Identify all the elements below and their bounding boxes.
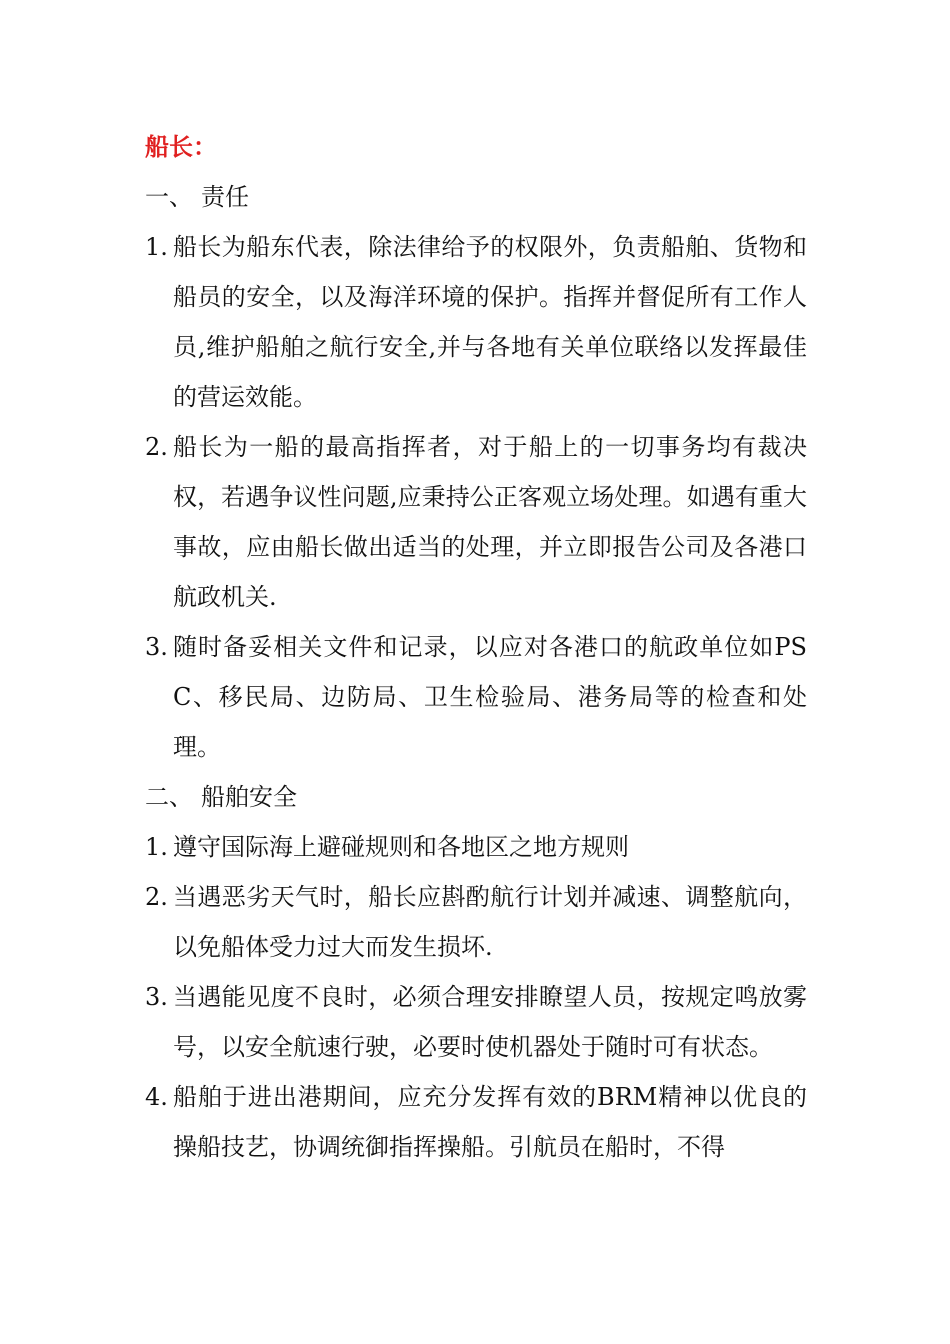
list-item-number: 1.: [145, 233, 168, 261]
list-item: [145, 1072, 807, 1172]
list-item-number: 1.: [145, 833, 168, 861]
list-item-number: 3.: [145, 983, 168, 1011]
list-item: [145, 822, 807, 872]
list-item-text: 当遇能见度不良时，必须合理安排瞭望人员，按规定鸣放雾号，以安全航速行驶，必要时使机器处于随时可有状态。: [173, 983, 807, 1061]
list-item: [145, 222, 807, 422]
list-item-number: 3.: [145, 633, 168, 661]
section-title: 责任: [201, 183, 249, 211]
list-item-text: 遵守国际海上避碰规则和各地区之地方规则: [173, 833, 629, 861]
document-title: 船长：: [145, 132, 217, 161]
document-page: [145, 122, 807, 1172]
section-title: 船舶安全: [201, 783, 297, 811]
section-heading-responsibility: [145, 172, 807, 222]
list-item: [145, 972, 807, 1072]
list-item: [145, 872, 807, 972]
list-item-text: 随时备妥相关文件和记录，以应对各港口的航政单位如PSC、移民局、边防局、卫生检验局、港务局等的检查和处理。: [173, 633, 807, 761]
list-item-number: 4.: [145, 1083, 168, 1111]
section-number: 二、: [145, 783, 193, 811]
list-item-text: 船长为一船的最高指挥者，对于船上的一切事务均有裁决权，若遇争议性问题,应秉持公正客观立场处理。如遇有重大事故，应由船长做出适当的处理，并立即报告公司及各港口航政机关.: [173, 433, 807, 611]
list-item: [145, 622, 807, 772]
list-item-text: 当遇恶劣天气时，船长应斟酌航行计划并减速、调整航向，以免船体受力过大而发生损坏.: [173, 883, 807, 961]
list-item-text: 船长为船东代表，除法律给予的权限外，负责船舶、货物和船员的安全，以及海洋环境的保护。指挥并督促所有工作人员,维护船舶之航行安全,并与各地有关单位联络以发挥最佳的营运效能。: [173, 233, 807, 411]
section-number: 一、: [145, 183, 193, 211]
list-item-number: 2.: [145, 883, 168, 911]
list-item: [145, 422, 807, 622]
section-heading-ship-safety: [145, 772, 807, 822]
list-item-text: 船舶于进出港期间，应充分发挥有效的BRM精神以优良的操船技艺，协调统御指挥操船。引航员在船时，不得: [173, 1083, 807, 1161]
list-item-number: 2.: [145, 433, 168, 461]
